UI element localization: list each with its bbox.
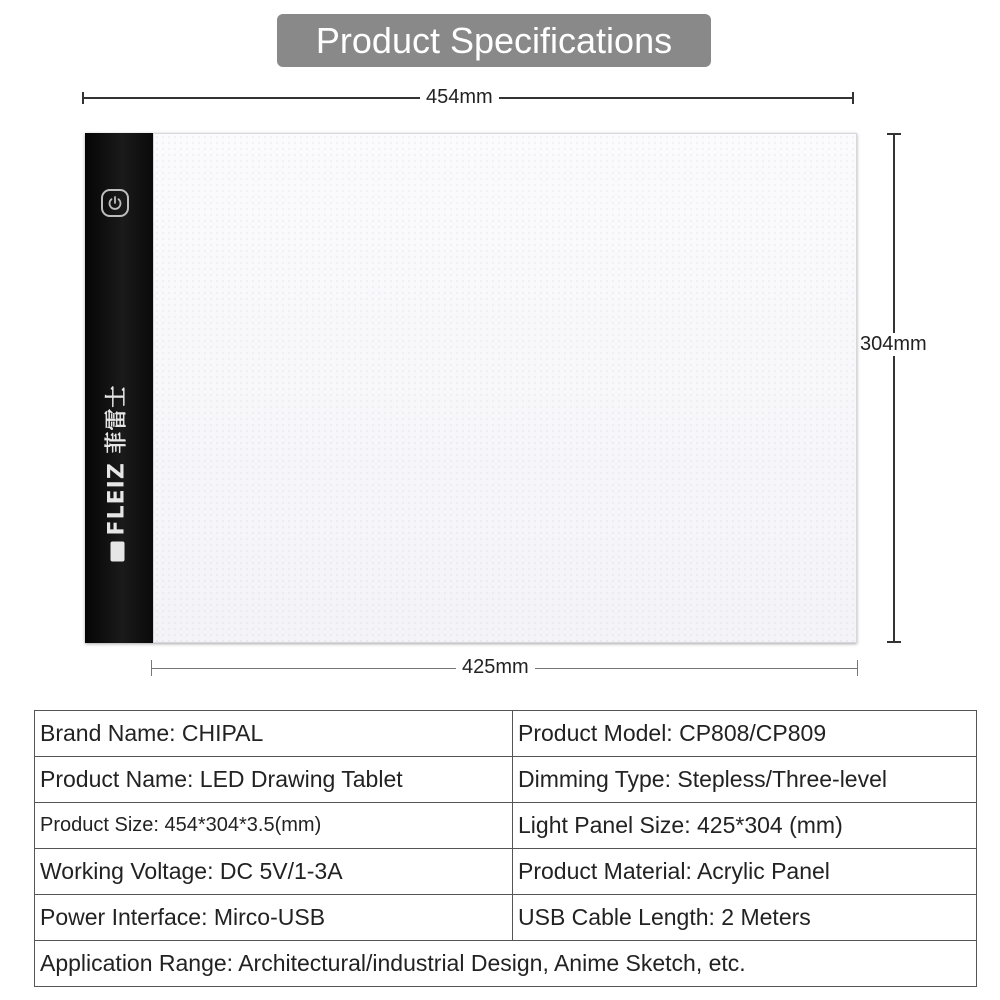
spec-usb-cable-length: USB Cable Length: 2 Meters: [513, 895, 977, 941]
brand-logo: [100, 385, 131, 562]
spec-light-panel-size: Light Panel Size: 425*304 (mm): [513, 803, 977, 849]
spec-working-voltage: Working Voltage: DC 5V/1-3A: [35, 849, 513, 895]
led-tablet-image: [85, 133, 857, 643]
spec-dimming-type: Dimming Type: Stepless/Three-level: [513, 757, 977, 803]
light-panel: [153, 133, 857, 643]
table-row: [35, 711, 977, 757]
spec-product-model: Product Model: CP808/CP809: [513, 711, 977, 757]
brand-logo-text: FLEIZ 菲雷士: [104, 384, 130, 536]
spec-brand-name: Brand Name: CHIPAL: [35, 711, 513, 757]
power-button-icon: [101, 189, 129, 217]
spec-application-range: Application Range: Architectural/industrial Design, Anime Sketch, etc.: [35, 941, 977, 987]
table-row: [35, 757, 977, 803]
table-row: [35, 895, 977, 941]
spec-product-size: Product Size: 454*304*3.5(mm): [35, 803, 513, 849]
table-row: [35, 803, 977, 849]
tablet-control-bar: [85, 133, 153, 643]
spec-product-name: Product Name: LED Drawing Tablet: [35, 757, 513, 803]
title-banner: Product Specifications: [277, 14, 711, 67]
table-row: [35, 941, 977, 987]
bottom-width-label: 425mm: [456, 656, 535, 679]
top-width-label: 454mm: [420, 86, 499, 109]
table-row: [35, 849, 977, 895]
spec-table: [34, 710, 977, 987]
logo-mark-icon: [111, 541, 125, 561]
height-label: 304mm: [854, 333, 933, 356]
spec-power-interface: Power Interface: Mirco-USB: [35, 895, 513, 941]
spec-product-material: Product Material: Acrylic Panel: [513, 849, 977, 895]
